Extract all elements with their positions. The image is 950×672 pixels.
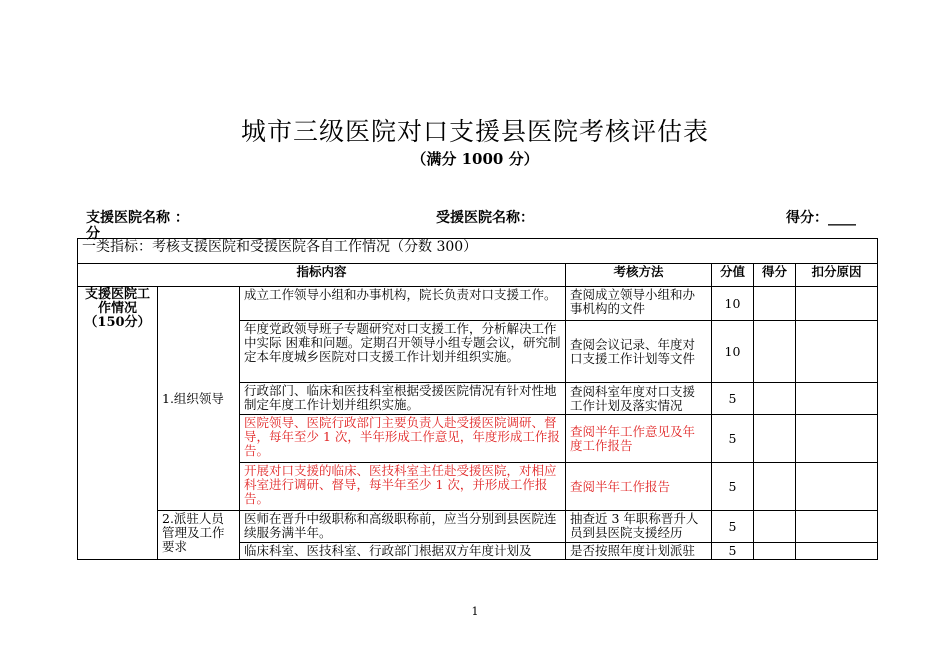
section-title: 一类指标：考核支援医院和受援医院各自工作情况（分数 300） xyxy=(78,239,878,264)
row-content: 成立工作领导小组和办事机构，院长负责对口支援工作。 xyxy=(240,287,566,321)
row-content: 年度党政领导班子专题研究对口支援工作，分析解决工作中实际 困难和问题。定期召开领导小组专题会议，研究制定本年度城乡医院对口支援工作计划并组织实施。 xyxy=(240,321,566,383)
row-points: 10 xyxy=(712,321,754,383)
document-title: 城市三级医院对口支援县医院考核评估表 xyxy=(240,117,709,146)
score-label: 得分：____ xyxy=(786,210,856,226)
section-header-row xyxy=(78,239,878,264)
support-hospital-label: 支援医院名称 ： xyxy=(86,210,189,226)
reason-cell[interactable] xyxy=(796,415,878,463)
row-method: 抽查近 3 年职称晋升人员到县医院支援经历 xyxy=(566,511,712,543)
row-method: 查阅半年工作报告 xyxy=(566,463,712,511)
reason-cell[interactable] xyxy=(796,543,878,560)
reason-cell[interactable] xyxy=(796,383,878,415)
row-method: 查阅成立领导小组和办事机构的文件 xyxy=(566,287,712,321)
document-subtitle: （满分 1000 分） xyxy=(411,150,539,168)
score-cell[interactable] xyxy=(754,463,796,511)
row-points: 5 xyxy=(712,383,754,415)
score-cell[interactable] xyxy=(754,321,796,383)
score-cell[interactable] xyxy=(754,415,796,463)
header-content: 指标内容 xyxy=(78,264,566,287)
row-method: 查阅科室年度对口支援工作计划及落实情况 xyxy=(566,383,712,415)
table-row xyxy=(78,511,878,543)
row-method: 是否按照年度计划派驻 xyxy=(566,543,712,560)
reason-cell[interactable] xyxy=(796,511,878,543)
score-cell[interactable] xyxy=(754,287,796,321)
reason-cell[interactable] xyxy=(796,287,878,321)
reason-cell[interactable] xyxy=(796,321,878,383)
column-header-row xyxy=(78,264,878,287)
row-content: 医院领导、医院行政部门主要负责人赴受援医院调研、督导，每年至少 1 次，半年形成工作意见，年度形成工作报告。 xyxy=(240,415,566,463)
reason-cell[interactable] xyxy=(796,463,878,511)
score-cell[interactable] xyxy=(754,383,796,415)
row-content: 开展对口支援的临床、医技科室主任赴受援医院，对相应科室进行调研、督导，每半年至少 1 次，并形成工作报告。 xyxy=(240,463,566,511)
page-number: 1 xyxy=(471,605,479,618)
score-unit: 分 xyxy=(86,226,100,242)
header-reason: 扣分原因 xyxy=(796,264,878,287)
category-cell: 支援医院工作情况（150分） xyxy=(78,287,158,560)
row-points: 5 xyxy=(712,543,754,560)
row-content: 行政部门、临床和医技科室根据受援医院情况有针对性地制定年度工作计划并组织实施。 xyxy=(240,383,566,415)
score-cell[interactable] xyxy=(754,543,796,560)
table-row xyxy=(78,287,878,321)
header-method: 考核方法 xyxy=(566,264,712,287)
header-points: 分值 xyxy=(712,264,754,287)
header-score: 得分 xyxy=(754,264,796,287)
row-content: 临床科室、医技科室、行政部门根据双方年度计划及 xyxy=(240,543,566,560)
subcategory-staff: 2.派驻人员管理及工作要求 xyxy=(158,511,240,560)
row-content: 医师在晋升中级职称和高级职称前，应当分别到县医院连续服务满半年。 xyxy=(240,511,566,543)
recipient-hospital-label: 受援医院名称： xyxy=(436,210,534,226)
row-method: 查阅会议记录、年度对口支援工作计划等文件 xyxy=(566,321,712,383)
row-method: 查阅半年工作意见及年度工作报告 xyxy=(566,415,712,463)
row-points: 5 xyxy=(712,463,754,511)
assessment-table xyxy=(77,238,878,560)
row-points: 5 xyxy=(712,415,754,463)
score-cell[interactable] xyxy=(754,511,796,543)
subcategory-org: 1.组织领导 xyxy=(158,287,240,511)
row-points: 10 xyxy=(712,287,754,321)
row-points: 5 xyxy=(712,511,754,543)
